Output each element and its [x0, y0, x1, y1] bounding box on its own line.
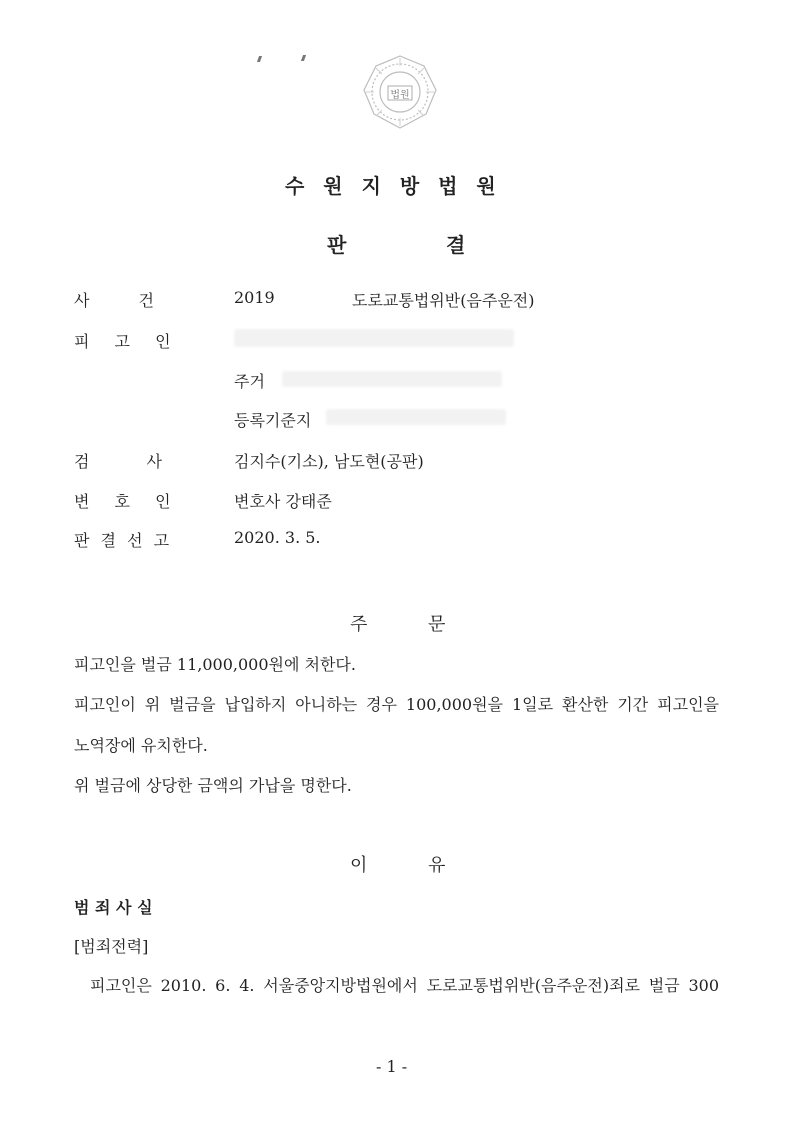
- case-label: 사 건: [74, 291, 154, 310]
- sentence-date-label: 판 결 선 고: [74, 531, 170, 550]
- sentence-date-value: 2020. 3. 5.: [234, 528, 321, 547]
- counsel-label: 변 호 인: [74, 492, 171, 511]
- order-title-left: 주: [350, 614, 368, 635]
- criminal-record-heading: [범죄전력]: [74, 937, 149, 956]
- address-label: 주거: [234, 372, 265, 391]
- reason-title-left: 이: [350, 855, 368, 876]
- doc-title-right: 결: [446, 233, 466, 257]
- redacted-registration: [326, 409, 506, 425]
- redacted-address: [282, 371, 502, 387]
- defendant-label: 피 고 인: [74, 332, 171, 351]
- prosecutor-label: 검 사: [74, 452, 162, 471]
- prosecutor-value: 김지수(기소), 남도현(공판): [234, 452, 424, 471]
- reason-body-line: 피고인은 2010. 6. 4. 서울중앙지방법원에서 도로교통법위반(음주운전)죄로 벌금 300: [90, 976, 719, 995]
- counsel-value: 변호사 강태준: [234, 492, 332, 511]
- order-line-2: 피고인이 위 벌금을 납입하지 아니하는 경우 100,000원을 1일로 환산한 기간 피고인을: [74, 695, 719, 714]
- seal-text: 법원: [390, 90, 410, 101]
- court-seal-icon: [360, 52, 440, 132]
- order-line-4: 위 벌금에 상당한 금액의 가납을 명한다.: [74, 776, 352, 795]
- scan-mark: [301, 55, 306, 61]
- court-name: 수 원 지 방 법 원: [285, 174, 502, 198]
- case-number: 2019: [234, 288, 275, 307]
- doc-title-left: 판: [327, 233, 347, 257]
- reason-title-right: 유: [428, 855, 446, 876]
- page-number: - 1 -: [376, 1057, 408, 1076]
- crime-facts-heading: 범 죄 사 실: [74, 898, 153, 917]
- order-line-1: 피고인을 벌금 11,000,000원에 처한다.: [74, 655, 356, 674]
- order-title-right: 문: [428, 614, 446, 635]
- case-name: 도로교통법위반(음주운전): [352, 291, 535, 310]
- order-line-3: 노역장에 유치한다.: [74, 736, 208, 755]
- registration-label: 등록기준지: [234, 411, 312, 430]
- scan-mark: [257, 56, 262, 62]
- redacted-defendant: [234, 329, 514, 347]
